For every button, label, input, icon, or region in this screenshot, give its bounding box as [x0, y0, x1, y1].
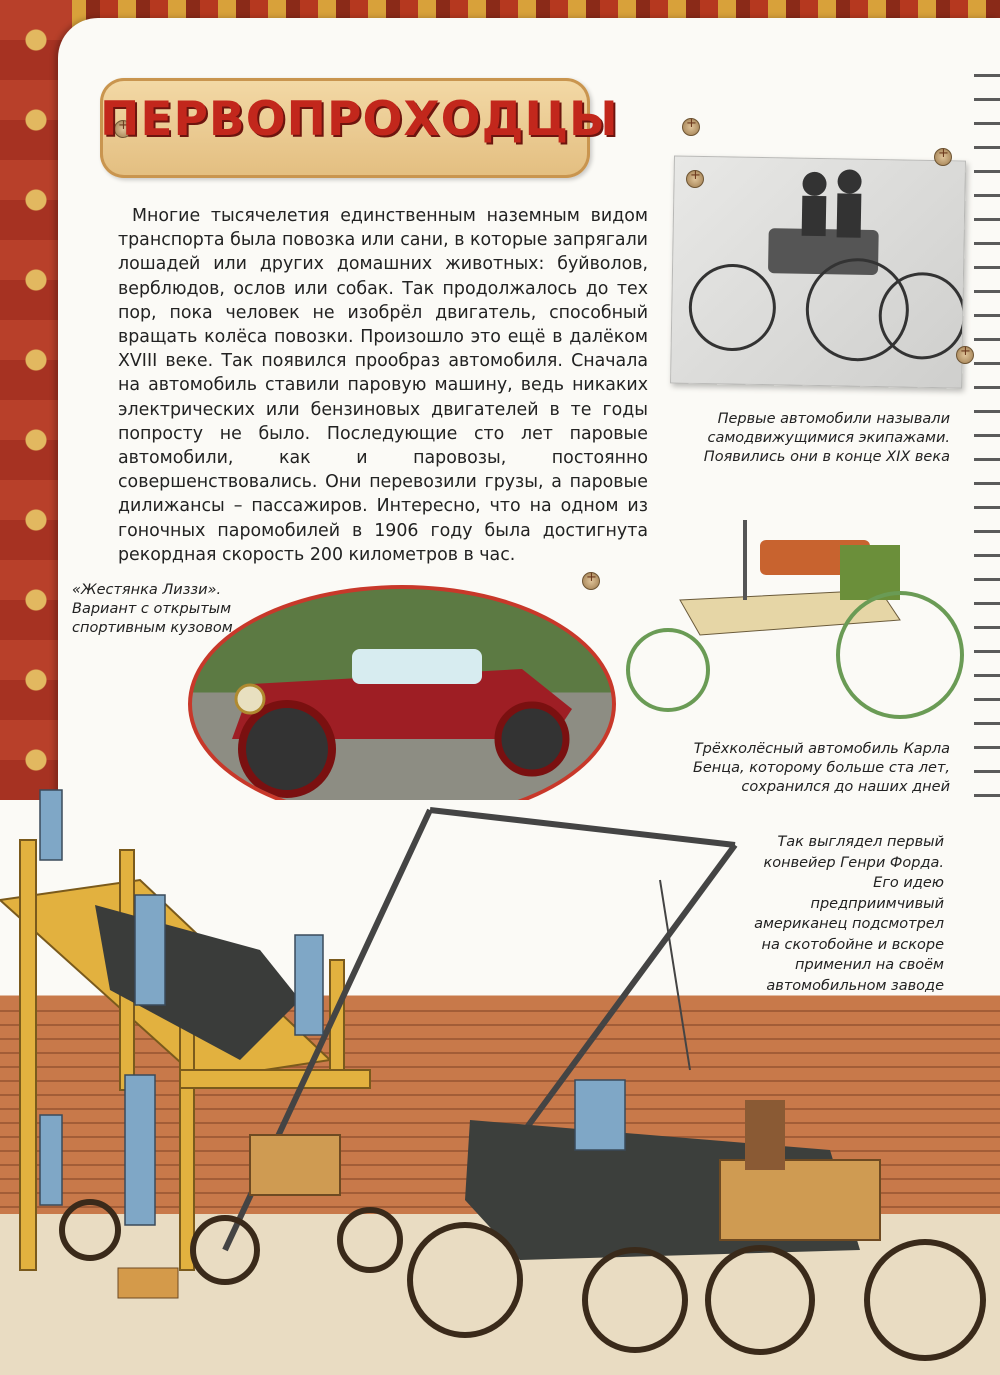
page-title: ПЕРВОПРОХОДЦЫ — [100, 92, 619, 147]
caption-benz: Трёхколёсный автомобиль Карла Бенца, которому больше ста лет, сохранился до наших дней — [692, 741, 950, 795]
caption-lizzie: «Жестянка Лиззи». Вариант с открытым спортивным кузовом — [72, 582, 233, 636]
caption-ford-conveyor: Так выглядел первый конвейер Генри Форда. Его идею предприимчивый американец подсмотрел на скотобойне и вскоре применил на своём автомобильном заводе — [754, 834, 944, 994]
main-text: Многие тысячелетия единственным наземным видом транспорта была повозка или сани, в которые запрягали лошадей или других домашних животных: буйволов, верблюдов, ослов или собак. Так продолжалось до тех пор, пока человек не изобрёл двигатель, способный вращать колёса повозки. Произошло это ещё в далёком XVIII веке. Так появился прообраз автомобиля. Сначала на автомобиль ставили паровую машину, ведь никаких электрических или бензиновых двигателей в те годы попросту не было. Последующие сто лет паровые автомобили, как и паровозы, постоянно совершенствовались. Они перевозили грузы, а паровые дилижансы – пассажиров. Интересно, что на одном из гоночных паромобилей в 1906 году была достигнута рекордная скорость 200 километров в час. — [118, 206, 648, 565]
caption-first-cars: Первые автомобили называли самодвижущимися экипажами. Появились они в конце XIX века — [703, 411, 950, 465]
